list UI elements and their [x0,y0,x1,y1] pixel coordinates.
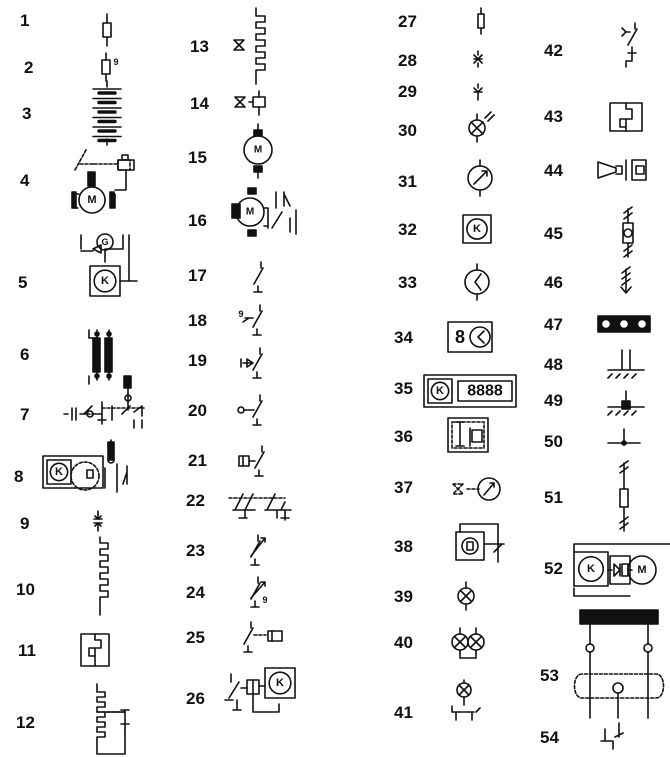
symbol-number-44: 44 [544,161,563,180]
symbol-number-10: 10 [16,580,35,599]
variable-switch-marked [251,577,268,607]
symbol-number-25: 25 [186,628,205,647]
switch-roller [238,395,262,425]
switch-relay [239,446,264,476]
switch-marker: 9 [238,309,244,319]
switch-nc [254,262,263,292]
gauge [468,160,492,196]
symbol-number-38: 38 [394,537,413,556]
symbol-number-51: 51 [544,488,563,507]
symbol-number-4: 4 [20,171,30,190]
symbol-glyph: K [55,466,63,478]
symbol-glyph: K [276,677,284,689]
thermo-gauge [453,478,500,500]
symbol-number-14: 14 [190,94,209,113]
symbol-glyph: K [473,223,481,235]
symbol-number-12: 12 [16,713,35,732]
symbol-number-29: 29 [398,82,417,101]
motor-glyph: M [253,144,263,156]
motor-with-switch [232,188,296,236]
digital-control-unit [424,375,516,407]
fuse-symbol-marked [102,53,119,81]
control-module-switch [43,440,127,492]
symbol-number-30: 30 [398,121,417,140]
inline-resistor [620,461,628,531]
symbol-number-43: 43 [544,107,563,126]
symbol-number-20: 20 [188,401,207,420]
symbol-number-33: 33 [398,273,417,292]
ground-bolt [608,391,644,415]
bulb [458,582,474,610]
symbol-number-54: 54 [540,728,559,747]
symbol-number-24: 24 [186,583,205,602]
control-unit [463,215,491,243]
switch-pressure [238,305,262,335]
symbol-number-50: 50 [544,432,563,451]
generator-glyph: G [101,237,109,247]
symbol-number-17: 17 [188,266,207,285]
variable-switch [251,535,265,565]
digital-gauge [448,322,492,352]
motor-with-relay [72,150,134,213]
symbol-number-6: 6 [20,345,30,364]
symbol-number-46: 46 [544,273,563,292]
symbol-number-3: 3 [22,104,32,123]
symbol-number-49: 49 [544,391,563,410]
dual-bulb [452,628,484,658]
thermo-heater [234,8,265,84]
symbol-number-31: 31 [398,172,417,191]
motor-control-unit [574,544,670,596]
symbol-number-36: 36 [394,427,413,446]
symbol-number-34: 34 [394,328,413,347]
battery-symbol [93,81,121,145]
symbol-number-45: 45 [544,224,563,243]
symbol-number-35: 35 [394,379,413,398]
symbol-number-41: 41 [394,703,413,722]
spark-plug-alt [474,84,482,100]
switch-float [241,348,262,378]
symbol-glyph: K [436,385,444,397]
symbol-number-52: 52 [544,559,563,578]
wire-harness [575,610,664,718]
heater-with-switch [97,684,129,754]
plug-connector [623,207,633,257]
push-switch [601,723,623,749]
relay-box [448,418,488,452]
symbol-number-21: 21 [188,451,207,470]
symbol-number-7: 7 [20,405,30,424]
relay-switch [244,622,282,652]
motor [244,124,272,178]
relay-module [456,524,504,562]
symbol-number-18: 18 [188,311,207,330]
spark-gap [94,511,102,531]
symbol-number-22: 22 [186,491,205,510]
symbol-number-23: 23 [186,541,205,560]
symbol-number-47: 47 [544,315,563,334]
symbol-number-5: 5 [18,273,28,292]
ignition-coil [89,330,112,384]
symbol-number-27: 27 [398,12,417,31]
connector-pin [621,267,631,293]
fuse-symbol [103,14,111,46]
multi-switch [229,494,291,520]
symbol-number-1: 1 [20,11,30,30]
symbol-number-32: 32 [398,220,417,239]
small-fuse [478,8,484,34]
symbol-number-48: 48 [544,355,563,374]
heating-element [100,537,108,615]
spark-plug [474,51,482,67]
symbol-number-16: 16 [188,211,207,230]
symbol-glyph: M [87,194,97,206]
generator-control [81,234,137,296]
horn-relay [598,160,646,180]
ground-point [608,429,640,445]
clock-gauge [465,264,489,300]
symbol-glyph: K [101,275,109,287]
symbol-number-8: 8 [14,467,24,486]
symbol-number-11: 11 [18,641,36,660]
symbol-number-13: 13 [190,37,209,56]
indicator-lamp [469,112,494,142]
symbol-number-19: 19 [188,351,207,370]
thermal-switch [81,634,109,666]
ground-plate [608,350,644,378]
symbol-number-2: 2 [24,58,34,77]
fuse-marker: 9 [113,57,119,67]
digit-glyph: 8 [454,327,466,347]
symbol-number-40: 40 [394,633,413,652]
thermo-relay [235,91,265,115]
switch-float-alt [622,23,637,67]
thermal-box [610,103,642,131]
symbol-number-37: 37 [394,478,413,497]
relay-control-module [225,668,295,712]
symbol-number-42: 42 [544,41,563,60]
symbol-glyph: M [637,564,647,576]
symbol-number-39: 39 [394,587,413,606]
bulb-with-switch [452,680,480,720]
motor-glyph: M [245,206,255,218]
symbol-number-28: 28 [398,51,417,70]
symbol-number-9: 9 [20,514,30,533]
symbol-number-26: 26 [186,689,205,708]
symbol-number-53: 53 [540,666,559,685]
display-glyph: 8888 [467,382,503,400]
symbol-glyph: K [587,563,595,575]
terminal-strip [598,316,650,332]
relay-switch-combo [64,376,144,428]
symbol-number-15: 15 [188,148,207,167]
switch-marker: 9 [262,595,268,605]
